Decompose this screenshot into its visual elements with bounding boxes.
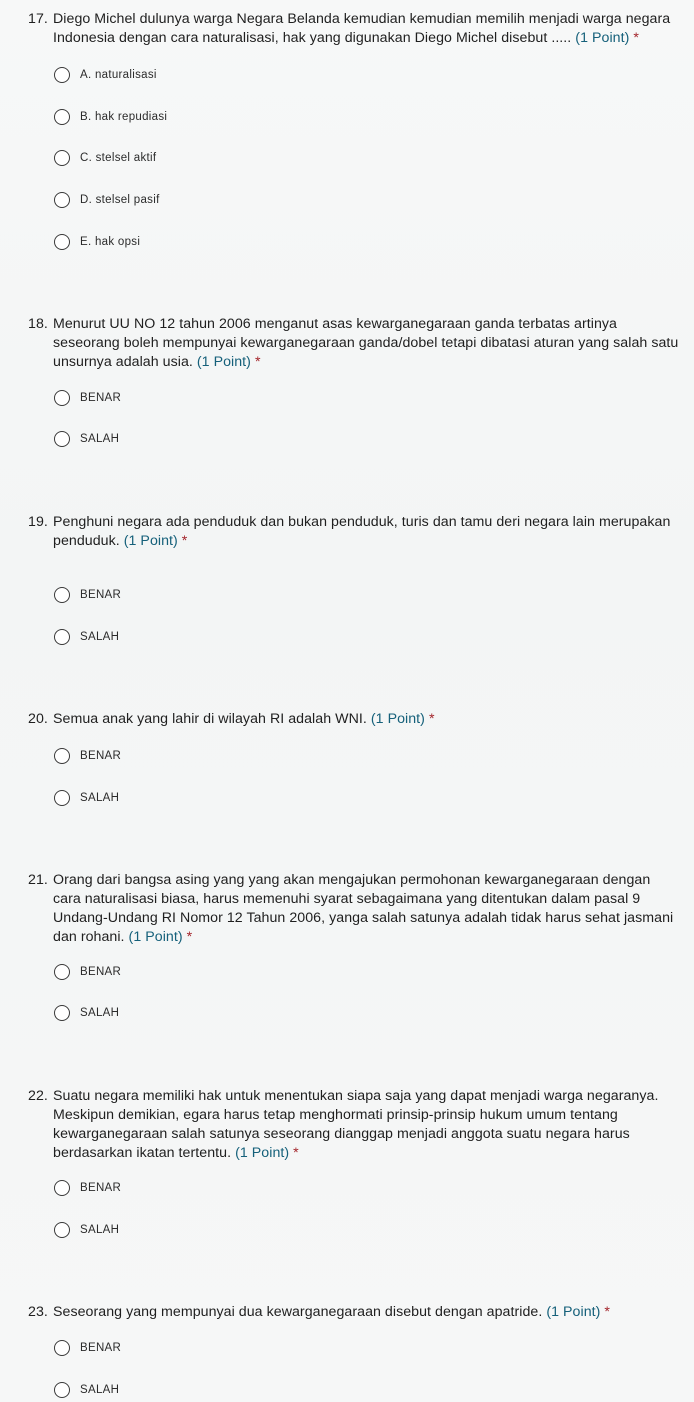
option-benar[interactable] xyxy=(54,962,121,982)
option-b-hak-repudiasi[interactable] xyxy=(54,107,167,127)
question-20 xyxy=(0,710,694,729)
required-asterisk: * xyxy=(428,711,435,727)
option-salah[interactable] xyxy=(54,1220,119,1240)
point-label: (1 Point) xyxy=(546,1304,601,1320)
question-17 xyxy=(0,10,694,48)
required-asterisk: * xyxy=(293,1145,299,1161)
point-label: (1 Point) xyxy=(370,711,425,727)
radio-button[interactable] xyxy=(54,587,70,603)
question-number: 19. xyxy=(28,514,48,530)
option-label: BENAR xyxy=(80,589,122,601)
question-18 xyxy=(0,315,694,372)
option-label: SALAH xyxy=(80,1384,120,1396)
question-22 xyxy=(0,1087,694,1163)
radio-button[interactable] xyxy=(54,1180,70,1196)
question-title xyxy=(0,513,694,551)
option-salah[interactable] xyxy=(54,1003,119,1023)
question-number: 23. xyxy=(28,1304,48,1320)
question-text: Semua anak yang lahir di wilayah RI adalah WNI. xyxy=(53,711,367,727)
radio-button[interactable] xyxy=(54,150,70,166)
question-number: 17. xyxy=(28,11,48,27)
radio-button[interactable] xyxy=(54,790,70,806)
option-label: BENAR xyxy=(80,1342,122,1354)
option-label: B. hak repudiasi xyxy=(80,111,168,123)
option-a-naturalisasi[interactable] xyxy=(54,65,157,85)
option-label: BENAR xyxy=(80,1182,122,1194)
option-label: C. stelsel aktif xyxy=(80,152,157,164)
question-text: Suatu negara memiliki hak untuk menentukan siapa saja yang dapat menjadi warga negaranya. Meskipun demikian, egara harus tetap menghormati prinsip-prinsip hukum umum tentang kewarganegaraan salah satunya seseorang dianggap menjadi anggota suatu negara harus berdasarkan ikatan tertentu. xyxy=(53,1088,659,1161)
question-title xyxy=(0,10,694,48)
question-title xyxy=(0,1303,694,1322)
option-benar[interactable] xyxy=(54,1338,121,1358)
radio-button[interactable] xyxy=(54,964,70,980)
question-number: 20. xyxy=(28,711,48,727)
radio-button[interactable] xyxy=(54,1005,70,1021)
option-label: SALAH xyxy=(80,792,120,804)
required-asterisk: * xyxy=(181,533,188,549)
question-title xyxy=(0,871,694,947)
radio-button[interactable] xyxy=(54,192,70,208)
question-number: 22. xyxy=(28,1088,48,1104)
option-label: BENAR xyxy=(80,392,122,404)
option-label: BENAR xyxy=(80,750,122,762)
question-text: Seseorang yang mempunyai dua kewarganegaraan disebut dengan apatride. xyxy=(53,1304,543,1320)
required-asterisk: * xyxy=(604,1304,610,1320)
point-label: (1 Point) xyxy=(196,354,251,370)
option-d-stelsel-pasif[interactable] xyxy=(54,190,160,210)
radio-button[interactable] xyxy=(54,1382,70,1398)
option-salah[interactable] xyxy=(54,788,119,808)
point-label: (1 Point) xyxy=(123,533,178,549)
required-asterisk: * xyxy=(186,929,193,945)
question-23 xyxy=(0,1303,694,1322)
question-19 xyxy=(0,513,694,551)
option-c-stelsel-aktif[interactable] xyxy=(54,148,156,168)
radio-button[interactable] xyxy=(54,1222,70,1238)
radio-button[interactable] xyxy=(54,67,70,83)
radio-button[interactable] xyxy=(54,109,70,125)
option-label: BENAR xyxy=(80,966,122,978)
point-label: (1 Point) xyxy=(575,30,630,46)
question-21 xyxy=(0,871,694,947)
option-benar[interactable] xyxy=(54,585,121,605)
option-label: SALAH xyxy=(80,1007,120,1019)
option-salah[interactable] xyxy=(54,429,119,449)
option-benar[interactable] xyxy=(54,1178,121,1198)
option-label: D. stelsel pasif xyxy=(80,194,160,206)
required-asterisk: * xyxy=(633,30,639,46)
radio-button[interactable] xyxy=(54,629,70,645)
question-text: Menurut UU NO 12 tahun 2006 menganut asas kewarganegaraan ganda terbatas artinya seseorang boleh mempunyai kewarganegaraan ganda/dobel tetapi dibatasi aturan yang salah satu unsurnya adalah usia. xyxy=(53,316,679,370)
question-number: 21. xyxy=(28,872,48,888)
required-asterisk: * xyxy=(254,354,261,370)
radio-button[interactable] xyxy=(54,431,70,447)
question-text: Orang dari bangsa asing yang yang akan mengajukan permohonan kewarganegaraan dengan cara naturalisasi biasa, harus memenuhi syarat sebagaimana yang ditentukan dalam pasal 9 Undang-Undang RI Nomor 12 Tahun 2006, yanga salah satunya adalah tidak harus sehat jasmani dan rohani. xyxy=(53,872,674,945)
question-text: Diego Michel dulunya warga Negara Belanda kemudian kemudian memilih menjadi warga negara Indonesia dengan cara naturalisasi, hak yang digunakan Diego Michel disebut ..... xyxy=(53,11,671,46)
question-title xyxy=(0,710,694,729)
point-label: (1 Point) xyxy=(235,1145,290,1161)
radio-button[interactable] xyxy=(54,390,70,406)
option-label: E. hak opsi xyxy=(80,236,141,248)
question-text: Penghuni negara ada penduduk dan bukan penduduk, turis dan tamu deri negara lain merupakan penduduk. xyxy=(53,514,671,549)
option-label: SALAH xyxy=(80,631,120,643)
radio-button[interactable] xyxy=(54,234,70,250)
point-label: (1 Point) xyxy=(128,929,183,945)
question-number: 18. xyxy=(28,316,48,332)
option-benar[interactable] xyxy=(54,746,121,766)
option-salah[interactable] xyxy=(54,627,119,647)
option-e-hak-opsi[interactable] xyxy=(54,232,140,252)
option-label: SALAH xyxy=(80,433,120,445)
radio-button[interactable] xyxy=(54,748,70,764)
option-salah[interactable] xyxy=(54,1380,119,1400)
option-benar[interactable] xyxy=(54,388,121,408)
question-title xyxy=(0,1087,694,1163)
question-title xyxy=(0,315,694,372)
option-label: A. naturalisasi xyxy=(80,69,157,81)
option-label: SALAH xyxy=(80,1224,120,1236)
radio-button[interactable] xyxy=(54,1340,70,1356)
